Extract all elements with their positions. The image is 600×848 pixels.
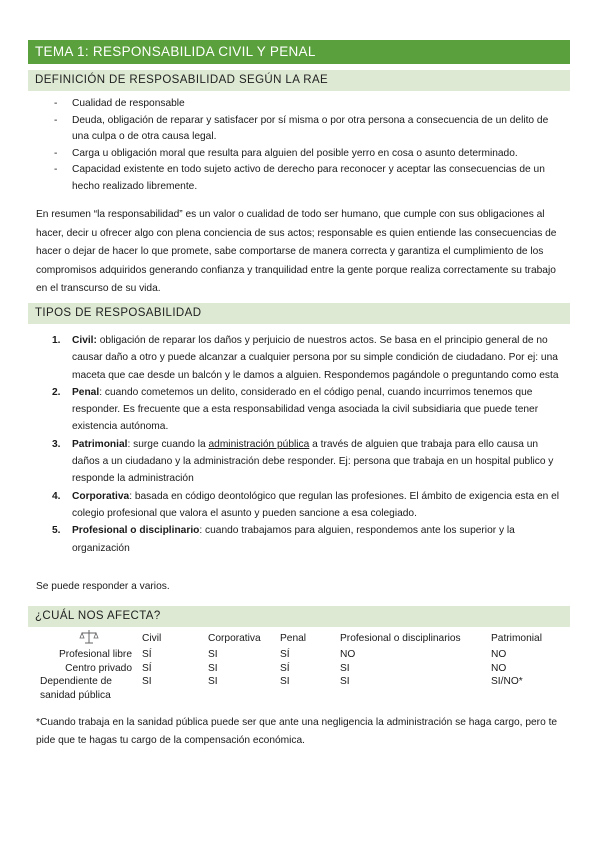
list-number: 5. [52, 525, 61, 537]
table-cell: SI/NO* [491, 676, 523, 687]
type-description: : cuando trabajamos para alguien, respondemos ante los superior y la organización [72, 525, 515, 554]
table-corner [36, 629, 142, 648]
table-cell: NO [340, 649, 356, 660]
section-heading-tipos: TIPOS DE RESPOSABILIDAD [28, 303, 570, 324]
type-term: Civil: [72, 335, 97, 346]
summary-paragraph: En resumen “la responsabilidad” es un valor o cualidad de todo ser humano, que cumple con sus obligaciones al hacer, decir u ofrecer algo con plena conciencia de sus actos; responsable es quien entiende las consecuencias de hacer o dejar de hacer lo que promete, sabe comportarse de manera correcta y garantiza el cumplimiento de los compromisos adquiridos generando confianza y tranquilidad entre la gente porque realiza correctamente su trabajo en el transcurso de su vida. [36, 209, 557, 295]
table-cell: SÍ [280, 649, 290, 660]
list-item [52, 522, 562, 557]
list-item [52, 488, 562, 523]
table-cell: SI [142, 676, 152, 687]
list-item [52, 384, 562, 436]
type-description: a través de alguien que trabaja para ello causa un daños a un ciudadano y la administración debe responder. Ej: persona que trabaja en un hospital publico y responde la administración [72, 438, 554, 485]
type-term: Penal [72, 386, 100, 398]
section-heading-definicion: DEFINICIÓN DE RESPOSABILIDAD SEGÚN LA RAE [28, 70, 570, 91]
table-cell: NO [491, 662, 507, 674]
type-description: : basada en código deontológico que regulan las profesiones. El ámbito de exigencia esta en el colegio profesional que valora el asunto y pueden sancione a esa colegiado. [72, 490, 560, 519]
table-cell: SI [208, 662, 218, 674]
types-list [52, 332, 562, 557]
type-description: obligación de reparar los daños y perjuicio de nuestros actos. Se basa en el principio general de no causar daño a otro y puede alcanzar a cualquier persona por su simple condición de ciudadano. Por ej: una maceta que cae desde un balcón y le damos a alguien. Respondemos pagándole o preguntando como esta [72, 335, 559, 381]
type-term: Profesional o disciplinario [72, 525, 200, 537]
table-cell: SI [340, 662, 350, 674]
page-title: TEMA 1: RESPONSABILIDA CIVIL Y PENAL [28, 40, 570, 64]
list-item: - Capacidad existente en todo sujeto activo de derecho para reconocer y aceptar las consecuencias de un hecho realizado libremente. [54, 162, 554, 195]
table-header-row [36, 629, 561, 648]
type-term: Corporativa [72, 490, 130, 502]
list-item: - Cualidad de responsable [54, 96, 554, 113]
list-number: 4. [52, 490, 61, 502]
footnote: *Cuando trabaja en la sanidad pública puede ser que ante una negligencia la administración se haga cargo, pero te pide que te hagas tu cargo de la compensación económica. [36, 717, 558, 746]
list-item [52, 332, 562, 384]
table-cell: SI [340, 676, 350, 687]
column-header: Profesional o disciplinarios [340, 633, 461, 644]
table-cell: SI [280, 676, 290, 687]
definition-list [54, 96, 554, 195]
table-cell: SÍ [142, 649, 152, 660]
column-header: Penal [280, 633, 307, 644]
varios-note: Se puede responder a varios. [36, 581, 170, 592]
type-term: Patrimonial [72, 438, 128, 450]
scales-of-justice-icon [79, 629, 99, 645]
list-item: - Carga u obligación moral que resulta para alguien del posible yerro en cosa o asunto determinado. [54, 146, 554, 163]
list-number: 2. [52, 386, 61, 398]
administracion-publica-link[interactable]: administración pública [208, 438, 310, 450]
column-header: Corporativa [208, 633, 261, 644]
table-cell: SI [208, 649, 218, 660]
table-row [36, 675, 561, 702]
column-header: Civil [142, 633, 162, 644]
list-number: 1. [52, 335, 61, 346]
row-label: Centro privado [65, 662, 132, 674]
section-heading-afecta: ¿CUÁL NOS AFECTA? [28, 606, 570, 627]
table-row [36, 662, 561, 676]
row-label: Dependiente de sanidad pública [40, 676, 112, 701]
list-number: 3. [52, 438, 61, 450]
type-description: : cuando cometemos un delito, considerado en el código penal, cuando incurrimos tenemos que responder. Es frecuente que a esta responsabilidad venga asociada la civil subsidiaria que puede tener existencia autónoma. [72, 386, 539, 433]
type-description-prefix: : surge cuando la [127, 438, 209, 450]
row-label: Profesional libre [58, 649, 132, 660]
list-item [52, 436, 562, 488]
table-cell: SÍ [142, 662, 152, 674]
column-header: Patrimonial [491, 633, 542, 644]
table-cell: SÍ [280, 662, 290, 674]
table-cell: NO [491, 649, 507, 660]
table-row [36, 648, 561, 662]
table-cell: SI [208, 676, 218, 687]
responsibility-table [36, 629, 561, 702]
list-item: - Deuda, obligación de reparar y satisfacer por sí misma o por otra persona a consecuencia de un delito de una culpa o de otra causa legal. [54, 113, 554, 146]
